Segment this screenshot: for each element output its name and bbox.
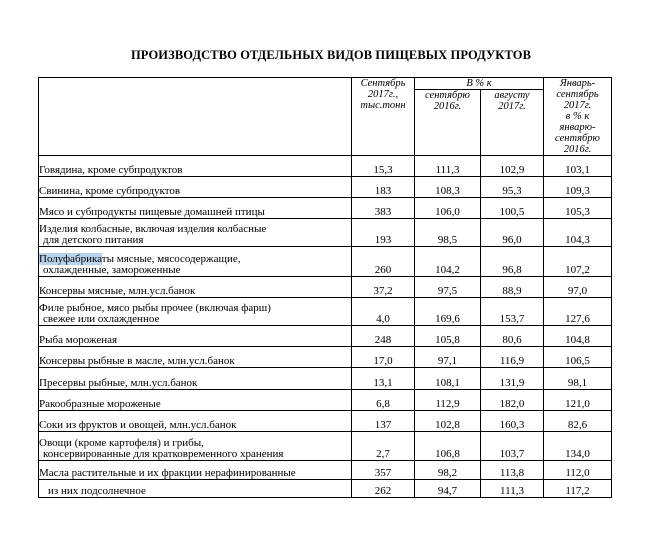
row-value-aug2017-pct: 182,0 bbox=[481, 390, 544, 411]
row-value-jan-sep-pct: 134,0 bbox=[544, 432, 612, 461]
row-value-aug2017-pct: 96,0 bbox=[481, 219, 544, 247]
row-name bbox=[39, 347, 352, 368]
table-row bbox=[39, 461, 612, 480]
row-name bbox=[39, 156, 352, 177]
table-row bbox=[39, 390, 612, 411]
row-value-jan-sep-pct: 112,0 bbox=[544, 461, 612, 480]
header-jan-line6: сентябрю bbox=[555, 133, 600, 144]
row-name-line1: Консервы мясные, млн.усл.банок bbox=[39, 285, 196, 297]
row-value-sep2016-pct: 106,0 bbox=[415, 198, 481, 219]
header-aug-line1: августу bbox=[494, 90, 530, 101]
row-name bbox=[39, 326, 352, 347]
row-value-aug2017-pct: 131,9 bbox=[481, 368, 544, 390]
page-title: ПРОИЗВОДСТВО ОТДЕЛЬНЫХ ВИДОВ ПИЩЕВЫХ ПРОДУКТОВ bbox=[130, 48, 532, 62]
row-value-jan-sep-pct: 82,6 bbox=[544, 411, 612, 432]
header-sep2016-line1: сентябрю bbox=[425, 90, 470, 101]
table-row bbox=[39, 219, 612, 247]
row-name bbox=[39, 247, 352, 277]
row-value-sep2017: 4,0 bbox=[352, 298, 415, 326]
row-name bbox=[39, 461, 352, 480]
row-value-sep2017: 260 bbox=[352, 247, 415, 277]
row-name-line1: Рыба мороженая bbox=[39, 334, 118, 346]
row-value-sep2016-pct: 97,1 bbox=[415, 347, 481, 368]
row-value-jan-sep-pct: 107,2 bbox=[544, 247, 612, 277]
table-row bbox=[39, 247, 612, 277]
row-value-aug2017-pct: 95,3 bbox=[481, 177, 544, 198]
row-name-line2: консервированные для кратковременного хранения bbox=[43, 448, 284, 460]
row-name-line1: Ракообразные мороженые bbox=[39, 398, 161, 410]
row-value-jan-sep-pct: 106,5 bbox=[544, 347, 612, 368]
row-value-sep2016-pct: 98,2 bbox=[415, 461, 481, 480]
row-value-sep2016-pct: 98,5 bbox=[415, 219, 481, 247]
table-row bbox=[39, 156, 612, 177]
table-row bbox=[39, 277, 612, 298]
header-aug2017 bbox=[481, 90, 544, 156]
row-value-jan-sep-pct: 104,8 bbox=[544, 326, 612, 347]
row-name-line1: Овощи (кроме картофеля) и грибы, bbox=[39, 437, 204, 449]
row-value-jan-sep-pct: 117,2 bbox=[544, 480, 612, 498]
row-name bbox=[39, 390, 352, 411]
header-jan-line3: 2017г. bbox=[563, 100, 592, 111]
header-jan-line2: сентябрь bbox=[556, 89, 599, 100]
row-value-sep2016-pct: 108,1 bbox=[415, 368, 481, 390]
row-value-aug2017-pct: 102,9 bbox=[481, 156, 544, 177]
row-name-line1: Масла растительные и их фракции нерафинированные bbox=[39, 467, 296, 479]
row-value-sep2017: 183 bbox=[352, 177, 415, 198]
row-value-sep2017: 193 bbox=[352, 219, 415, 247]
row-value-aug2017-pct: 96,8 bbox=[481, 247, 544, 277]
row-name-line1: Консервы рыбные в масле, млн.усл.банок bbox=[39, 355, 235, 367]
header-jan-line7: 2016г. bbox=[563, 144, 592, 155]
row-value-sep2017: 383 bbox=[352, 198, 415, 219]
row-value-sep2017: 248 bbox=[352, 326, 415, 347]
row-value-sep2017: 6,8 bbox=[352, 390, 415, 411]
row-name bbox=[39, 277, 352, 298]
row-value-aug2017-pct: 88,9 bbox=[481, 277, 544, 298]
row-value-jan-sep-pct: 103,1 bbox=[544, 156, 612, 177]
row-value-aug2017-pct: 153,7 bbox=[481, 298, 544, 326]
row-value-sep2017: 37,2 bbox=[352, 277, 415, 298]
row-value-aug2017-pct: 111,3 bbox=[481, 480, 544, 498]
row-value-aug2017-pct: 113,8 bbox=[481, 461, 544, 480]
table-row bbox=[39, 298, 612, 326]
row-value-sep2016-pct: 111,3 bbox=[415, 156, 481, 177]
row-value-sep2016-pct: 97,5 bbox=[415, 277, 481, 298]
row-name-line2: свежее или охлажденное bbox=[43, 313, 160, 325]
row-value-sep2016-pct: 102,8 bbox=[415, 411, 481, 432]
row-value-sep2017: 13,1 bbox=[352, 368, 415, 390]
row-value-sep2017: 15,3 bbox=[352, 156, 415, 177]
row-name-line1: Изделия колбасные, включая изделия колбасные bbox=[39, 223, 267, 235]
row-value-sep2016-pct: 94,7 bbox=[415, 480, 481, 498]
row-value-sep2017: 17,0 bbox=[352, 347, 415, 368]
row-value-sep2016-pct: 105,8 bbox=[415, 326, 481, 347]
row-name bbox=[39, 198, 352, 219]
header-aug-line2: 2017г. bbox=[498, 101, 526, 112]
row-value-aug2017-pct: 80,6 bbox=[481, 326, 544, 347]
row-name-line1: из них подсолнечное bbox=[48, 485, 146, 497]
table-row bbox=[39, 326, 612, 347]
header-sep2017-line2: 2017г., bbox=[367, 89, 399, 100]
header-jan-line1: Январь- bbox=[559, 78, 596, 89]
row-name-line1: Пресервы рыбные, млн.усл.банок bbox=[39, 377, 198, 389]
row-value-sep2016-pct: 108,3 bbox=[415, 177, 481, 198]
row-value-jan-sep-pct: 127,6 bbox=[544, 298, 612, 326]
header-jan-sep bbox=[544, 78, 612, 156]
row-name bbox=[39, 368, 352, 390]
header-sep2017 bbox=[352, 78, 415, 156]
header-sep2017-line1: Сентябрь bbox=[360, 78, 406, 89]
header-sep2016-line2: 2016г. bbox=[433, 101, 462, 112]
header-sep2017-line3: тыс.тонн bbox=[360, 100, 406, 111]
header-jan-line4: в % к bbox=[565, 111, 590, 122]
row-name-line1: Свинина, кроме субпродуктов bbox=[39, 185, 181, 197]
header-row-1 bbox=[39, 78, 612, 90]
row-name-line1: Мясо и субпродукты пищевые домашней птицы bbox=[39, 206, 265, 218]
row-name-line2: охлажденные, замороженные bbox=[43, 264, 181, 276]
row-value-aug2017-pct: 100,5 bbox=[481, 198, 544, 219]
selected-text-highlight[interactable]: Полуфабрика bbox=[39, 253, 102, 265]
row-name bbox=[39, 411, 352, 432]
header-name-cell bbox=[39, 78, 352, 156]
table-row bbox=[39, 480, 612, 498]
row-name bbox=[39, 480, 352, 498]
row-value-sep2017: 137 bbox=[352, 411, 415, 432]
table-row bbox=[39, 368, 612, 390]
header-sep2016 bbox=[415, 90, 481, 156]
row-value-jan-sep-pct: 121,0 bbox=[544, 390, 612, 411]
header-jan-line5: январю- bbox=[559, 122, 596, 133]
row-value-aug2017-pct: 103,7 bbox=[481, 432, 544, 461]
row-value-jan-sep-pct: 109,3 bbox=[544, 177, 612, 198]
row-value-jan-sep-pct: 105,3 bbox=[544, 198, 612, 219]
row-name-line1: Говядина, кроме субпродуктов bbox=[39, 164, 183, 176]
production-table bbox=[38, 77, 612, 498]
row-value-sep2016-pct: 106,8 bbox=[415, 432, 481, 461]
table-row bbox=[39, 432, 612, 461]
row-value-sep2016-pct: 112,9 bbox=[415, 390, 481, 411]
row-value-jan-sep-pct: 98,1 bbox=[544, 368, 612, 390]
row-value-aug2017-pct: 160,3 bbox=[481, 411, 544, 432]
table-row bbox=[39, 347, 612, 368]
row-value-sep2017: 262 bbox=[352, 480, 415, 498]
table-row bbox=[39, 198, 612, 219]
table-row bbox=[39, 411, 612, 432]
table-row bbox=[39, 177, 612, 198]
row-name-line1: Соки из фруктов и овощей, млн.усл.банок bbox=[39, 419, 237, 431]
row-name bbox=[39, 219, 352, 247]
row-name bbox=[39, 298, 352, 326]
row-value-sep2016-pct: 169,6 bbox=[415, 298, 481, 326]
row-name-line2: для детского питания bbox=[43, 234, 144, 246]
row-value-sep2016-pct: 104,2 bbox=[415, 247, 481, 277]
row-name-line1-rest: ты мясные, мясосодержащие, bbox=[101, 253, 241, 265]
row-value-jan-sep-pct: 97,0 bbox=[544, 277, 612, 298]
header-pct: В % к bbox=[415, 78, 544, 90]
row-name bbox=[39, 432, 352, 461]
row-name bbox=[39, 177, 352, 198]
row-value-aug2017-pct: 116,9 bbox=[481, 347, 544, 368]
row-value-jan-sep-pct: 104,3 bbox=[544, 219, 612, 247]
row-name-line1: Филе рыбное, мясо рыбы прочее (включая фарш) bbox=[39, 302, 271, 314]
row-value-sep2017: 2,7 bbox=[352, 432, 415, 461]
row-value-sep2017: 357 bbox=[352, 461, 415, 480]
